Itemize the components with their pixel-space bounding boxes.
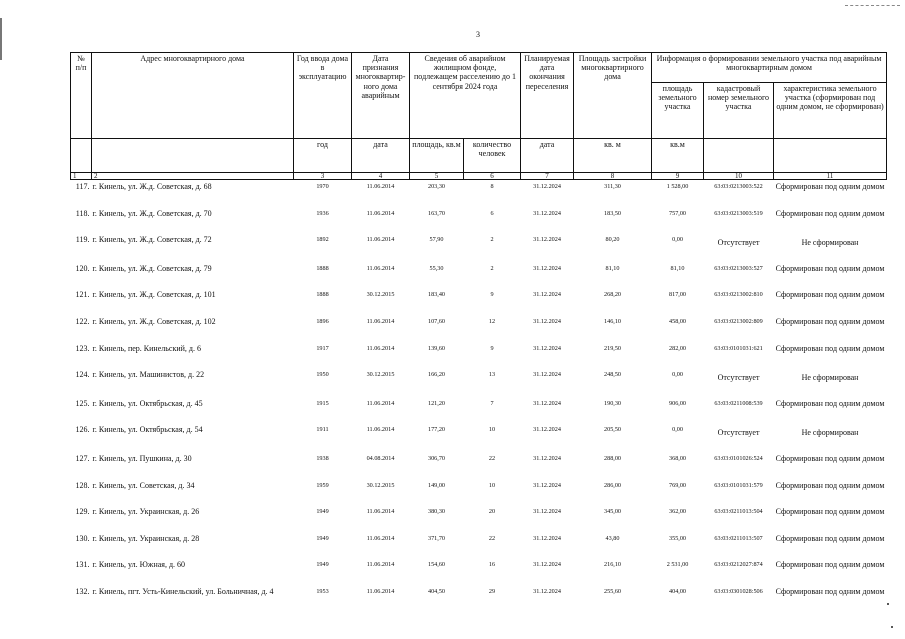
row-number: 129.: [75, 507, 90, 517]
table-row: [71, 452, 887, 479]
unit-land-area: кв.м: [652, 139, 704, 173]
row-planned-date: 31.12.2024: [533, 344, 561, 352]
row-address: г. Кинель, ул. Южная, д. 60: [92, 560, 186, 570]
row-area: 404,50: [427, 587, 445, 595]
unit-blank: [71, 139, 92, 173]
row-characteristic: Сформирован под одним домом: [775, 480, 885, 490]
row-cadastral-number: 63:03:0211008:539: [714, 399, 763, 407]
row-year: 1953: [316, 587, 329, 595]
row-building-area: 311,30: [604, 183, 621, 190]
row-characteristic: Сформирован под одним домом: [775, 533, 885, 543]
row-number: 117.: [75, 182, 90, 191]
table-row: [71, 479, 887, 506]
row-planned-date: 31.12.2024: [533, 587, 561, 595]
header-planned-date: Планируемая дата окончания переселения: [521, 53, 574, 139]
row-cadastral-number: 63:03:0301028:506: [714, 587, 763, 595]
row-people: 6: [490, 209, 494, 217]
col-number: 1: [71, 173, 92, 180]
row-land-area: 362,00: [669, 508, 687, 516]
row-area: 149,00: [427, 481, 445, 489]
row-number: 118.: [75, 208, 90, 218]
row-people: 7: [490, 399, 494, 407]
row-people: 20: [488, 508, 496, 516]
row-land-area: 769,00: [669, 481, 687, 489]
header-land-area: площадь земельного участка: [652, 83, 704, 139]
row-characteristic: Сформирован под одним домом: [775, 398, 885, 408]
row-building-area: 81,10: [605, 264, 620, 272]
row-year: 1915: [316, 399, 329, 407]
col-number: 5: [410, 173, 464, 180]
row-planned-date: 31.12.2024: [533, 426, 561, 434]
row-planned-date: 31.12.2024: [533, 264, 561, 272]
row-planned-date: 31.12.2024: [533, 561, 561, 569]
row-characteristic: Сформирован под одним домом: [775, 507, 885, 517]
row-address: г. Кинель, пер. Кинельский, д. 6: [92, 343, 201, 353]
col-number: 4: [352, 173, 410, 180]
unit-area: площадь, кв.м: [410, 139, 464, 173]
row-planned-date: 31.12.2024: [533, 236, 561, 244]
row-cadastral-number: 63:03:0213002:809: [714, 317, 763, 325]
row-building-area: 255,60: [604, 587, 622, 595]
row-area: 306,70: [427, 454, 445, 462]
row-planned-date: 31.12.2024: [533, 534, 561, 542]
row-characteristic: Не сформирован: [801, 428, 859, 438]
col-number: 8: [574, 173, 652, 180]
row-building-area: 248,50: [604, 371, 622, 379]
row-planned-date: 31.12.2024: [533, 183, 561, 190]
row-declared-date: 11.06.2014: [366, 344, 395, 352]
row-number: 126.: [75, 425, 90, 435]
table-row: [71, 207, 887, 234]
row-building-area: 219,50: [604, 344, 622, 352]
row-building-area: 286,00: [604, 481, 622, 489]
row-number: 122.: [75, 316, 90, 326]
table-row: [71, 233, 887, 262]
row-address: г. Кинель, ул. Украинская, д. 26: [92, 507, 200, 517]
row-year: 1949: [316, 561, 329, 569]
header-land-info: Информация о формировании земельного участка под аварийным многоквартирным домом: [652, 53, 887, 83]
row-address: г. Кинель, пгт. Усть-Кинельский, ул. Больничная, д. 4: [92, 586, 274, 596]
row-characteristic: Сформирован под одним домом: [775, 263, 885, 273]
row-people: 10: [488, 481, 496, 489]
row-area: 380,30: [427, 508, 445, 516]
row-land-area: 817,00: [669, 291, 687, 299]
row-people: 10: [488, 426, 496, 434]
row-address: г. Кинель, ул. Советская, д. 34: [92, 480, 195, 490]
row-address: г. Кинель, ул. Машинистов, д. 22: [92, 370, 205, 380]
row-cadastral-number: 63:03:0211013:507: [714, 534, 763, 542]
row-building-area: 345,00: [604, 508, 622, 516]
row-address: г. Кинель, ул. Октябрьская, д. 54: [92, 425, 203, 435]
row-cadastral-number: 63:03:0101031:621: [714, 344, 763, 352]
row-declared-date: 11.06.2014: [366, 183, 395, 190]
row-characteristic: Не сформирован: [801, 373, 859, 383]
row-number: 119.: [75, 235, 90, 245]
row-land-area: 0,00: [672, 371, 683, 379]
row-area: 139,60: [427, 344, 445, 352]
row-declared-date: 11.06.2014: [366, 587, 395, 595]
row-cadastral-number: 63:03:0101031:579: [714, 481, 763, 489]
row-year: 1949: [316, 508, 329, 516]
row-cadastral-number: 63:03:0211013:504: [714, 508, 763, 516]
row-number: 132.: [75, 586, 90, 596]
row-planned-date: 31.12.2024: [533, 454, 561, 462]
table-row: [71, 585, 887, 612]
scan-speck: [887, 603, 889, 605]
header-characteristic: характеристика земельного участка (сформирован под одним домом, не сформирован): [774, 83, 887, 139]
row-characteristic: Сформирован под одним домом: [775, 586, 885, 596]
row-year: 1917: [316, 344, 329, 352]
unit-people: количество человек: [464, 139, 521, 173]
row-characteristic: Сформирован под одним домом: [775, 343, 885, 353]
table-row: [71, 262, 887, 289]
header-building-area: Площадь застройки многоквартирного дома: [574, 53, 652, 139]
scan-speck: [891, 626, 893, 628]
row-address: г. Кинель, ул. Ж.д. Советская, д. 102: [92, 316, 216, 326]
table-row: [71, 180, 887, 207]
row-year: 1911: [316, 426, 329, 434]
emergency-housing-table: [70, 52, 887, 612]
row-area: 154,60: [427, 561, 445, 569]
row-people: 2: [490, 264, 494, 272]
row-people: 22: [488, 534, 496, 542]
row-year: 1892: [316, 236, 329, 244]
table-row: [71, 397, 887, 424]
row-year: 1888: [316, 264, 329, 272]
row-cadastral-number: 63:03:0213002:810: [714, 291, 763, 299]
row-area: 107,60: [427, 317, 445, 325]
row-declared-date: 11.06.2014: [366, 508, 395, 516]
row-declared-date: 11.06.2014: [366, 236, 395, 244]
row-declared-date: 04.08.2014: [366, 454, 395, 462]
row-address: г. Кинель, ул. Ж.д. Советская, д. 70: [92, 208, 212, 218]
row-characteristic: Сформирован под одним домом: [775, 453, 885, 463]
row-cadastral-number: Отсутствует: [717, 373, 760, 383]
row-area: 371,70: [427, 534, 445, 542]
scan-edge-mark: [0, 18, 2, 60]
unit-year: год: [294, 139, 352, 173]
row-land-area: 2 531,00: [666, 561, 689, 569]
row-number: 124.: [75, 370, 90, 380]
page-number: 3: [476, 30, 480, 39]
row-land-area: 404,00: [669, 587, 687, 595]
row-characteristic: Сформирован под одним домом: [775, 208, 885, 218]
row-address: г. Кинель, ул. Ж.д. Советская, д. 79: [92, 263, 212, 273]
header-cadastral: кадастровый номер земельного участка: [704, 83, 774, 139]
row-planned-date: 31.12.2024: [533, 317, 561, 325]
row-cadastral-number: 63:03:0213003:522: [714, 183, 763, 190]
col-number: 10: [704, 173, 774, 180]
row-area: 163,70: [427, 209, 445, 217]
row-building-area: 43,80: [605, 534, 620, 542]
row-cadastral-number: 63:03:0213003:519: [714, 209, 763, 217]
row-land-area: 0,00: [672, 426, 683, 434]
row-characteristic: Сформирован под одним домом: [775, 182, 885, 191]
row-building-area: 288,00: [604, 454, 622, 462]
row-declared-date: 30.12.2015: [366, 371, 395, 379]
header-declared-date: Дата признания многоквартир-ного дома аварийным: [352, 53, 410, 139]
row-building-area: 216,10: [604, 561, 622, 569]
row-characteristic: Сформирован под одним домом: [775, 316, 885, 326]
unit-blank: [704, 139, 774, 173]
col-number: 9: [652, 173, 704, 180]
row-cadastral-number: 63:03:0212027:874: [714, 561, 763, 569]
row-area: 121,20: [427, 399, 445, 407]
row-year: 1949: [316, 534, 329, 542]
row-planned-date: 31.12.2024: [533, 209, 561, 217]
row-year: 1959: [316, 481, 329, 489]
unit-date: дата: [352, 139, 410, 173]
row-address: г. Кинель, ул. Пушкина, д. 30: [92, 453, 192, 463]
table-row: [71, 505, 887, 532]
row-land-area: 0,00: [672, 236, 683, 244]
row-declared-date: 11.06.2014: [366, 534, 395, 542]
col-number: 2: [92, 173, 294, 180]
row-address: г. Кинель, ул. Ж.д. Советская, д. 101: [92, 290, 216, 300]
row-planned-date: 31.12.2024: [533, 371, 561, 379]
row-number: 121.: [75, 290, 90, 300]
row-address: г. Кинель, ул. Ж.д. Советская, д. 68: [92, 182, 212, 191]
col-number: 7: [521, 173, 574, 180]
row-number: 120.: [75, 263, 90, 273]
row-planned-date: 31.12.2024: [533, 291, 561, 299]
row-land-area: 282,00: [669, 344, 687, 352]
row-year: 1896: [316, 317, 329, 325]
row-land-area: 355,00: [669, 534, 687, 542]
col-number: 3: [294, 173, 352, 180]
row-people: 2: [490, 236, 494, 244]
table-row: [71, 342, 887, 369]
row-year: 1936: [316, 209, 329, 217]
row-people: 12: [488, 317, 496, 325]
row-land-area: 757,00: [669, 209, 687, 217]
row-land-area: 458,00: [669, 317, 687, 325]
header-address: Адрес многоквартирного дома: [92, 53, 294, 139]
row-building-area: 146,10: [604, 317, 622, 325]
unit-building-area: кв. м: [574, 139, 652, 173]
row-number: 130.: [75, 533, 90, 543]
row-characteristic: Сформирован под одним домом: [775, 290, 885, 300]
row-declared-date: 11.06.2014: [366, 264, 395, 272]
row-year: 1938: [316, 454, 329, 462]
row-year: 1950: [316, 371, 329, 379]
row-cadastral-number: Отсутствует: [717, 238, 760, 248]
row-number: 131.: [75, 560, 90, 570]
row-people: 9: [490, 344, 494, 352]
row-number: 123.: [75, 343, 90, 353]
col-number: 11: [774, 173, 887, 180]
header-fund: Сведения об аварийном жилищном фонде, подлежащем расселению до 1 сентября 2024 года: [410, 53, 521, 139]
row-declared-date: 11.06.2014: [366, 426, 395, 434]
row-declared-date: 30.12.2015: [366, 291, 395, 299]
table-row: [71, 423, 887, 452]
row-declared-date: 30.12.2015: [366, 481, 395, 489]
row-declared-date: 11.06.2014: [366, 399, 395, 407]
row-people: 13: [488, 371, 496, 379]
table-row: [71, 368, 887, 397]
unit-blank: [774, 139, 887, 173]
row-planned-date: 31.12.2024: [533, 481, 561, 489]
row-declared-date: 11.06.2014: [366, 561, 395, 569]
row-area: 57,90: [429, 236, 444, 244]
row-building-area: 190,30: [604, 399, 622, 407]
row-land-area: 81,10: [670, 264, 685, 272]
row-year: 1888: [316, 291, 329, 299]
row-building-area: 205,50: [604, 426, 622, 434]
row-area: 177,20: [427, 426, 445, 434]
row-declared-date: 11.06.2014: [366, 317, 395, 325]
table-row: [71, 532, 887, 559]
row-land-area: 906,00: [669, 399, 687, 407]
row-building-area: 80,20: [605, 236, 620, 244]
row-land-area: 1 528,00: [666, 183, 689, 190]
row-building-area: 268,20: [604, 291, 622, 299]
row-people: 16: [488, 561, 496, 569]
row-declared-date: 11.06.2014: [366, 209, 395, 217]
row-number: 125.: [75, 398, 90, 408]
header-year: Год ввода дома в эксплуатацию: [294, 53, 352, 139]
unit-planned-date: дата: [521, 139, 574, 173]
row-building-area: 183,50: [604, 209, 622, 217]
header-num: № п/п: [71, 53, 92, 139]
row-cadastral-number: 63:03:0213003:527: [714, 264, 763, 272]
row-address: г. Кинель, ул. Ж.д. Советская, д. 72: [92, 235, 212, 245]
table-row: [71, 288, 887, 315]
row-land-area: 368,00: [669, 454, 687, 462]
row-planned-date: 31.12.2024: [533, 399, 561, 407]
row-people: 8: [490, 183, 494, 190]
col-number: 6: [464, 173, 521, 180]
row-number: 128.: [75, 480, 90, 490]
row-planned-date: 31.12.2024: [533, 508, 561, 516]
scan-edge-line: [845, 5, 900, 7]
row-people: 22: [488, 454, 496, 462]
unit-blank: [92, 139, 294, 173]
row-number: 127.: [75, 453, 90, 463]
row-cadastral-number: Отсутствует: [717, 428, 760, 438]
row-characteristic: Сформирован под одним домом: [775, 560, 885, 570]
row-address: г. Кинель, ул. Октябрьская, д. 45: [92, 398, 203, 408]
row-year: 1970: [316, 183, 329, 190]
table-row: [71, 558, 887, 585]
row-area: 183,40: [427, 291, 445, 299]
table-row: [71, 315, 887, 342]
row-characteristic: Не сформирован: [801, 238, 859, 248]
row-address: г. Кинель, ул. Украинская, д. 28: [92, 533, 200, 543]
row-area: 55,30: [429, 264, 444, 272]
row-cadastral-number: 63:03:0101026:524: [714, 454, 763, 462]
row-area: 166,20: [427, 371, 445, 379]
row-people: 29: [488, 587, 496, 595]
row-people: 9: [490, 291, 494, 299]
row-area: 203,30: [427, 183, 445, 190]
